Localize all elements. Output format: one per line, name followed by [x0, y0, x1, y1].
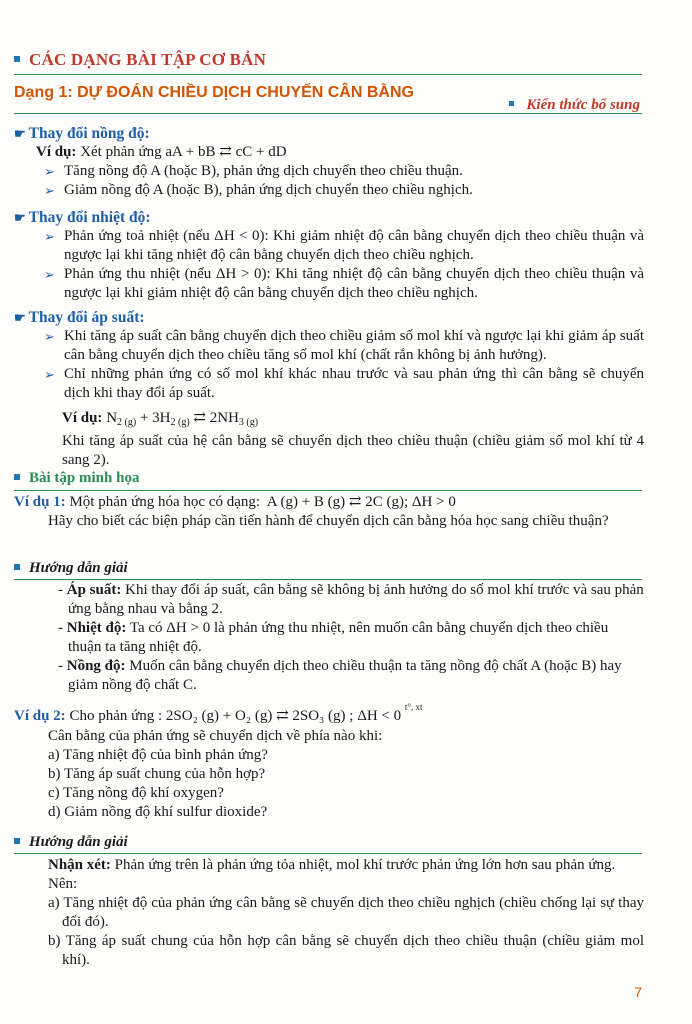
huong-dan-heading-2	[14, 834, 128, 851]
hd1-text: Khi thay đổi áp suất, cân bằng sẽ không bị ảnh hưởng do số mol khí trước và sau phản ứng bằng nhau và bằng 2.	[68, 582, 644, 617]
vidu1-question: Hãy cho biết các biện pháp cần tiến hành để chuyển dịch cân bằng hóa học sang chiều thuận?	[48, 513, 609, 529]
nong-do-header-text: Thay đổi nồng độ:	[28, 125, 150, 142]
huong-dan-2	[14, 856, 644, 970]
vidu2-text: Cho phản ứng :	[69, 708, 163, 724]
list-item: b) Tăng áp suất chung của hỗn hợp?	[48, 766, 266, 782]
list-item-text: Khi tăng áp suất cân bằng chuyển dịch theo chiều giảm số mol khí và ngược lại khi giảm áp suất cân bằng chuyển dịch theo chiều tăng số mol khí (chất rắn không bị ảnh hưởng).	[64, 328, 644, 363]
pointing-hand-icon: ☛	[14, 126, 26, 141]
hd1-label: Nhiệt độ:	[66, 620, 127, 636]
arrow-bullet-icon: ➢	[44, 164, 55, 179]
list-item: a) Tăng nhiệt độ của phản ứng cân bằng sẽ chuyển dịch theo chiều nghịch (chiều chống lại sự thay đổi đó).	[48, 895, 644, 930]
vidu2-label: Ví dụ 2:	[14, 708, 66, 724]
list-item	[14, 265, 644, 303]
nhan-xet-label: Nhận xét:	[48, 857, 111, 873]
arrow-bullet-icon: ➢	[44, 267, 55, 282]
hd1-item: - Áp suất: Khi thay đổi áp suất, cân bằng sẽ không bị ảnh hưởng do số mol khí trước và sau phản ứng bằng nhau và bằng 2.	[58, 582, 644, 617]
divider	[14, 579, 642, 580]
ap-suat-example	[14, 409, 644, 432]
divider	[14, 490, 642, 491]
huong-dan-text: Hướng dẫn giải	[29, 834, 128, 850]
square-bullet-icon	[14, 56, 20, 62]
list-item	[14, 327, 644, 365]
section-title-text: CÁC DẠNG BÀI TẬP CƠ BẢN	[29, 50, 267, 69]
bai-tap-heading	[14, 470, 139, 487]
vidu2-line	[14, 702, 644, 727]
vidu-label: Ví dụ:	[62, 410, 103, 426]
bai-tap-text: Bài tập minh họa	[29, 470, 140, 486]
vidu1	[14, 493, 644, 531]
hd1-text: Ta có ΔH > 0 là phản ứng thu nhiệt, nên muốn cân bằng chuyển dịch theo chiều thuận ta tăng nhiệt độ.	[68, 620, 609, 655]
arrow-bullet-icon: ➢	[44, 329, 55, 344]
arrow-bullet-icon: ➢	[44, 183, 55, 198]
list-item: a) Tăng nhiệt độ của bình phản ứng?	[48, 747, 268, 763]
vidu-label: Ví dụ:	[36, 144, 77, 160]
hd1-label: Nồng độ:	[66, 658, 126, 674]
nong-do-example	[14, 143, 644, 162]
divider	[14, 853, 642, 854]
square-bullet-icon	[14, 474, 20, 480]
kien-thuc-heading	[509, 97, 640, 114]
huong-dan-heading-1	[14, 560, 128, 577]
ap-suat-header	[14, 308, 644, 327]
list-item	[14, 181, 644, 200]
square-bullet-icon	[14, 838, 20, 844]
nhan-xet	[14, 856, 644, 875]
huong-dan-1	[14, 581, 644, 695]
dang-title: Dạng 1: DỰ ĐOÁN CHIỀU DỊCH CHUYỂN CÂN BẰNG	[14, 84, 414, 101]
eq-n2-text: N	[106, 410, 118, 426]
arrow-bullet-icon: ➢	[44, 229, 55, 244]
nong-do-header	[14, 124, 644, 143]
square-bullet-icon	[14, 564, 20, 570]
square-bullet-icon	[509, 101, 514, 106]
list-item	[14, 227, 644, 265]
vidu1-line	[14, 493, 644, 512]
kien-thuc-text: Kiến thức bổ sung	[526, 97, 640, 113]
hd1-item: - Nồng độ: Muốn cân bằng chuyển dịch theo chiều thuận ta tăng nồng độ chất A (hoặc B) hay giảm nồng độ chất C.	[58, 658, 622, 693]
pointing-hand-icon: ☛	[14, 310, 26, 325]
divider	[14, 74, 642, 75]
list-item-text: Giảm nồng độ A (hoặc B), phản ứng dịch chuyển theo chiều nghịch.	[64, 182, 473, 198]
equation-n2: $N_{2 (g)} + 3H_{2 (g)}$ ⇄ $2NH_{3 (g)}$	[106, 410, 259, 428]
list-item-text: Chỉ những phản ứng có số mol khí khác nhau trước và sau phản ứng thì cân bằng sẽ chuyển dịch khi thay đổi áp suất.	[64, 366, 644, 401]
vidu2	[14, 702, 644, 822]
list-item-text: Phản ứng toả nhiệt (nếu ΔH < 0): Khi giảm nhiệt độ cân bằng chuyển dịch theo chiều thuận và ngược lại khi tăng nhiệt độ cân bằng chuyển dịch theo chiều nghịch.	[64, 228, 644, 263]
list-item	[14, 162, 644, 181]
arrow-bullet-icon: ➢	[44, 367, 55, 382]
ap-suat-note: Khi tăng áp suất của hệ cân bằng sẽ chuyển dịch theo chiều thuận (chiều giảm số mol khí từ 4 sang 2).	[62, 433, 644, 468]
huong-dan-text: Hướng dẫn giải	[29, 560, 128, 576]
hd1-item: - Nhiệt độ: Ta có ΔH > 0 là phản ứng thu nhiệt, nên muốn cân bằng chuyển dịch theo chiều thuận ta tăng nhiệt độ.	[58, 620, 609, 655]
list-item: d) Giảm nồng độ khí sulfur dioxide?	[48, 804, 268, 820]
list-item	[14, 365, 644, 403]
section-title	[14, 50, 266, 70]
list-item: b) Tăng áp suất chung của hỗn hợp cân bằng sẽ chuyển dịch theo chiều thuận (chiều giảm mol khí).	[48, 933, 644, 968]
nong-do-section	[14, 124, 644, 200]
nhan-xet-text: Phản ứng trên là phản ứng tỏa nhiệt, mol khí trước phản ứng lớn hơn sau phản ứng.	[114, 857, 616, 873]
eq-rest-text: 2NH	[209, 410, 239, 426]
vidu1-equation: A (g) + B (g) ⇄ 2C (g); ΔH > 0	[266, 494, 456, 510]
nhiet-do-header-text: Thay đổi nhiệt độ:	[28, 209, 151, 226]
nhiet-do-header	[14, 208, 644, 227]
vidu1-text: Một phản ứng hóa học có dạng:	[69, 494, 261, 510]
vidu2-equation: 2SO₂ (g) + O₂ (g) ⇄ 2SO₃ (g) ; ΔH < 0	[165, 708, 402, 724]
hd1-label: Áp suất:	[66, 582, 122, 598]
list-item-text: Phản ứng thu nhiệt (nếu ΔH > 0): Khi tăng nhiệt độ cân bằng chuyển dịch theo chiều thuận và ngược lại khi giảm nhiệt độ cân bằng chuyển dịch theo chiều nghịch.	[64, 266, 644, 301]
arrow-condition: t°, xt	[404, 702, 423, 712]
pointing-hand-icon: ☛	[14, 210, 26, 225]
ap-suat-header-text: Thay đổi áp suất:	[28, 309, 145, 326]
nen-label: Nên:	[48, 876, 78, 892]
list-item: c) Tăng nồng độ khí oxygen?	[48, 785, 224, 801]
nhiet-do-section	[14, 208, 644, 303]
vidu1-label: Ví dụ 1:	[14, 494, 66, 510]
hd1-text: Muốn cân bằng chuyển dịch theo chiều thuận ta tăng nồng độ chất A (hoặc B) hay giảm nồng độ chất C.	[68, 658, 622, 693]
vidu2-question: Cân bằng của phản ứng sẽ chuyển dịch về phía nào khi:	[48, 728, 383, 744]
page-number: 7	[634, 984, 642, 1000]
vidu-text: Xét phản ứng aA + bB ⇄ cC + dD	[80, 144, 287, 160]
ap-suat-section	[14, 308, 644, 470]
list-item-text: Tăng nồng độ A (hoặc B), phản ứng dịch chuyển theo chiều thuận.	[64, 163, 463, 179]
